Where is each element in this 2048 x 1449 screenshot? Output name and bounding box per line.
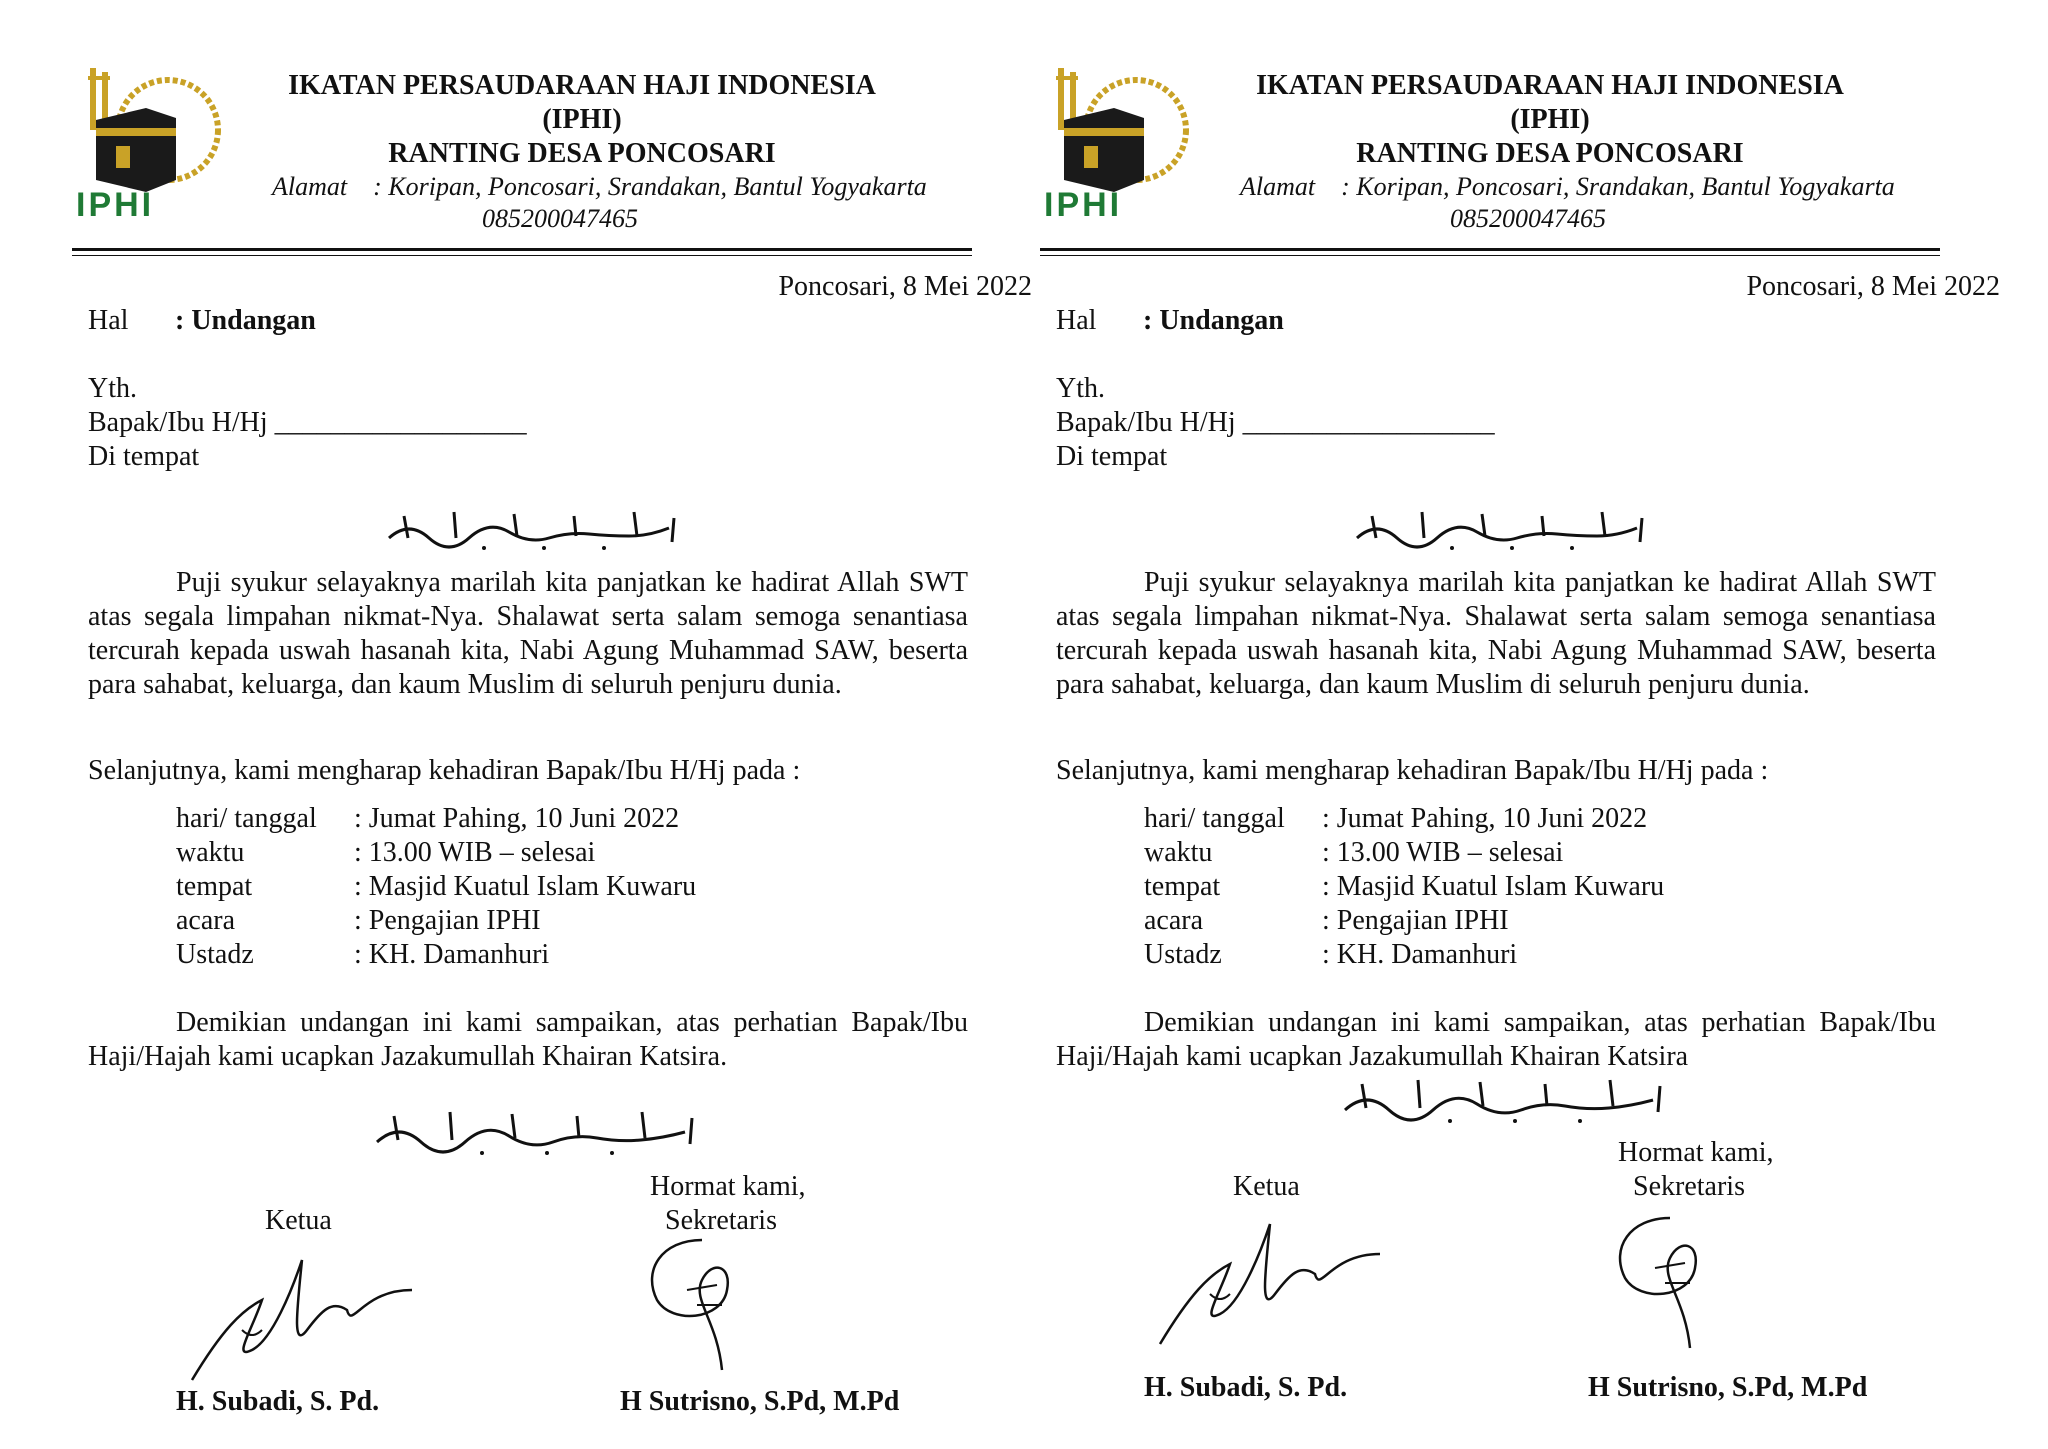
header-rule-thin [72, 255, 972, 256]
header-rule-thick [1040, 248, 1940, 251]
invitation-line: Selanjutnya, kami mengharap kehadiran Bapak/Ibu H/Hj pada : [88, 755, 801, 786]
org-phone: 085200047465 [482, 204, 638, 233]
detail-key: Ustadz [1144, 939, 1222, 970]
recipient-line3: Di tempat [1056, 441, 1168, 472]
detail-key: acara [1144, 905, 1204, 936]
org-name-line2: (IPHI) [542, 104, 622, 135]
detail-key: waktu [176, 837, 245, 868]
detail-row [1144, 938, 1664, 972]
event-details-table [1144, 802, 1664, 972]
recipient-line2: Bapak/Ibu H/Hj __________________ [88, 407, 527, 438]
detail-value: : 13.00 WIB – selesai [354, 837, 596, 868]
recipient-line2: Bapak/Ibu H/Hj __________________ [1056, 407, 1495, 438]
detail-row [1144, 836, 1664, 870]
letter-date: Poncosari, 8 Mei 2022 [1746, 271, 2000, 302]
org-address: Alamat : Koripan, Poncosari, Srandakan, Bantul Yogyakarta [1240, 172, 1895, 201]
closing-paragraph: Demikian undangan ini kami sampaikan, atas perhatian Bapak/Ibu Haji/Hajah kami ucapkan Jazakumullah Khairan Katsira. [88, 1007, 968, 1072]
org-name-line3: RANTING DESA PONCOSARI [1356, 138, 1744, 169]
respect-text: Hormat kami, [650, 1171, 806, 1202]
chair-name: H. Subadi, S. Pd. [176, 1386, 380, 1417]
invitation-letter-left [72, 0, 1032, 1449]
detail-row [1144, 802, 1664, 836]
detail-value: : Jumat Pahing, 10 Juni 2022 [1322, 803, 1648, 834]
detail-row [176, 836, 696, 870]
org-name-line1: IKATAN PERSAUDARAAN HAJI INDONESIA [288, 70, 876, 101]
chair-signature-icon [182, 1250, 422, 1395]
detail-key: hari/ tanggal [176, 803, 317, 834]
detail-key: Ustadz [176, 939, 254, 970]
logo-text: IPHI [1044, 186, 1123, 224]
detail-key: hari/ tanggal [1144, 803, 1285, 834]
org-name-line3: RANTING DESA PONCOSARI [388, 138, 776, 169]
recipient-line3: Di tempat [88, 441, 200, 472]
detail-key: tempat [1144, 871, 1221, 902]
org-phone: 085200047465 [1450, 204, 1606, 233]
chair-name: H. Subadi, S. Pd. [1144, 1372, 1348, 1403]
org-address: Alamat : Koripan, Poncosari, Srandakan, Bantul Yogyakarta [272, 172, 927, 201]
event-details-table [176, 802, 696, 972]
detail-value: : Pengajian IPHI [354, 905, 541, 936]
detail-value: : Jumat Pahing, 10 Juni 2022 [354, 803, 680, 834]
subject-value: : Undangan [1143, 305, 1284, 336]
subject-label: Hal [1056, 305, 1097, 336]
respect-text: Hormat kami, [1618, 1137, 1774, 1168]
opening-paragraph: Puji syukur selayaknya marilah kita panjatkan ke hadirat Allah SWT atas segala limpahan nikmat-Nya. Shalawat serta salam semoga senantiasa tercurah kepada uswah hasanah kita, Nabi Agung Muhammad SAW, beserta para sahabat, keluarga, dan kaum Muslim di seluruh penjuru dunia. [88, 567, 968, 700]
detail-value: : KH. Damanhuri [354, 939, 550, 970]
salam-closing-calligraphy-icon [372, 1108, 702, 1163]
detail-row [176, 802, 696, 836]
secretary-title: Sekretaris [1633, 1171, 1745, 1202]
salam-calligraphy-icon [1352, 508, 1652, 557]
detail-value: : KH. Damanhuri [1322, 939, 1518, 970]
org-name-line2: (IPHI) [1510, 104, 1590, 135]
recipient-line1: Yth. [88, 373, 137, 404]
detail-key: acara [176, 905, 236, 936]
chair-title: Ketua [265, 1205, 332, 1236]
recipient-line1: Yth. [1056, 373, 1105, 404]
header-rule-thick [72, 248, 972, 251]
detail-key: tempat [176, 871, 253, 902]
detail-row [176, 938, 696, 972]
header-rule-thin [1040, 255, 1940, 256]
invitation-letter-right [1040, 0, 2000, 1449]
detail-row [1144, 870, 1664, 904]
detail-value: : Masjid Kuatul Islam Kuwaru [1322, 871, 1665, 902]
salam-calligraphy-icon [384, 508, 684, 557]
secretary-signature-icon [1600, 1208, 1730, 1363]
detail-value: : Pengajian IPHI [1322, 905, 1509, 936]
detail-row [176, 870, 696, 904]
closing-paragraph: Demikian undangan ini kami sampaikan, atas perhatian Bapak/Ibu Haji/Hajah kami ucapkan Jazakumullah Khairan Katsira [1056, 1007, 1936, 1072]
subject-value: : Undangan [175, 305, 316, 336]
letter-date: Poncosari, 8 Mei 2022 [778, 271, 1032, 302]
detail-value: : Masjid Kuatul Islam Kuwaru [354, 871, 697, 902]
secretary-signature-icon [632, 1230, 762, 1385]
detail-key: waktu [1144, 837, 1213, 868]
detail-value: : 13.00 WIB – selesai [1322, 837, 1564, 868]
subject-label: Hal [88, 305, 129, 336]
logo-text: IPHI [76, 186, 155, 224]
chair-signature-icon [1150, 1214, 1390, 1359]
opening-paragraph: Puji syukur selayaknya marilah kita panjatkan ke hadirat Allah SWT atas segala limpahan nikmat-Nya. Shalawat serta salam semoga senantiasa tercurah kepada uswah hasanah kita, Nabi Agung Muhammad SAW, beserta para sahabat, keluarga, dan kaum Muslim di seluruh penjuru dunia. [1056, 567, 1936, 700]
chair-title: Ketua [1233, 1171, 1300, 1202]
org-name-line1: IKATAN PERSAUDARAAN HAJI INDONESIA [1256, 70, 1844, 101]
detail-row [176, 904, 696, 938]
salam-closing-calligraphy-icon [1340, 1076, 1670, 1131]
secretary-name: H Sutrisno, S.Pd, M.Pd [620, 1386, 900, 1417]
secretary-title: Sekretaris [665, 1205, 777, 1236]
detail-row [1144, 904, 1664, 938]
secretary-name: H Sutrisno, S.Pd, M.Pd [1588, 1372, 1868, 1403]
invitation-line: Selanjutnya, kami mengharap kehadiran Bapak/Ibu H/Hj pada : [1056, 755, 1769, 786]
